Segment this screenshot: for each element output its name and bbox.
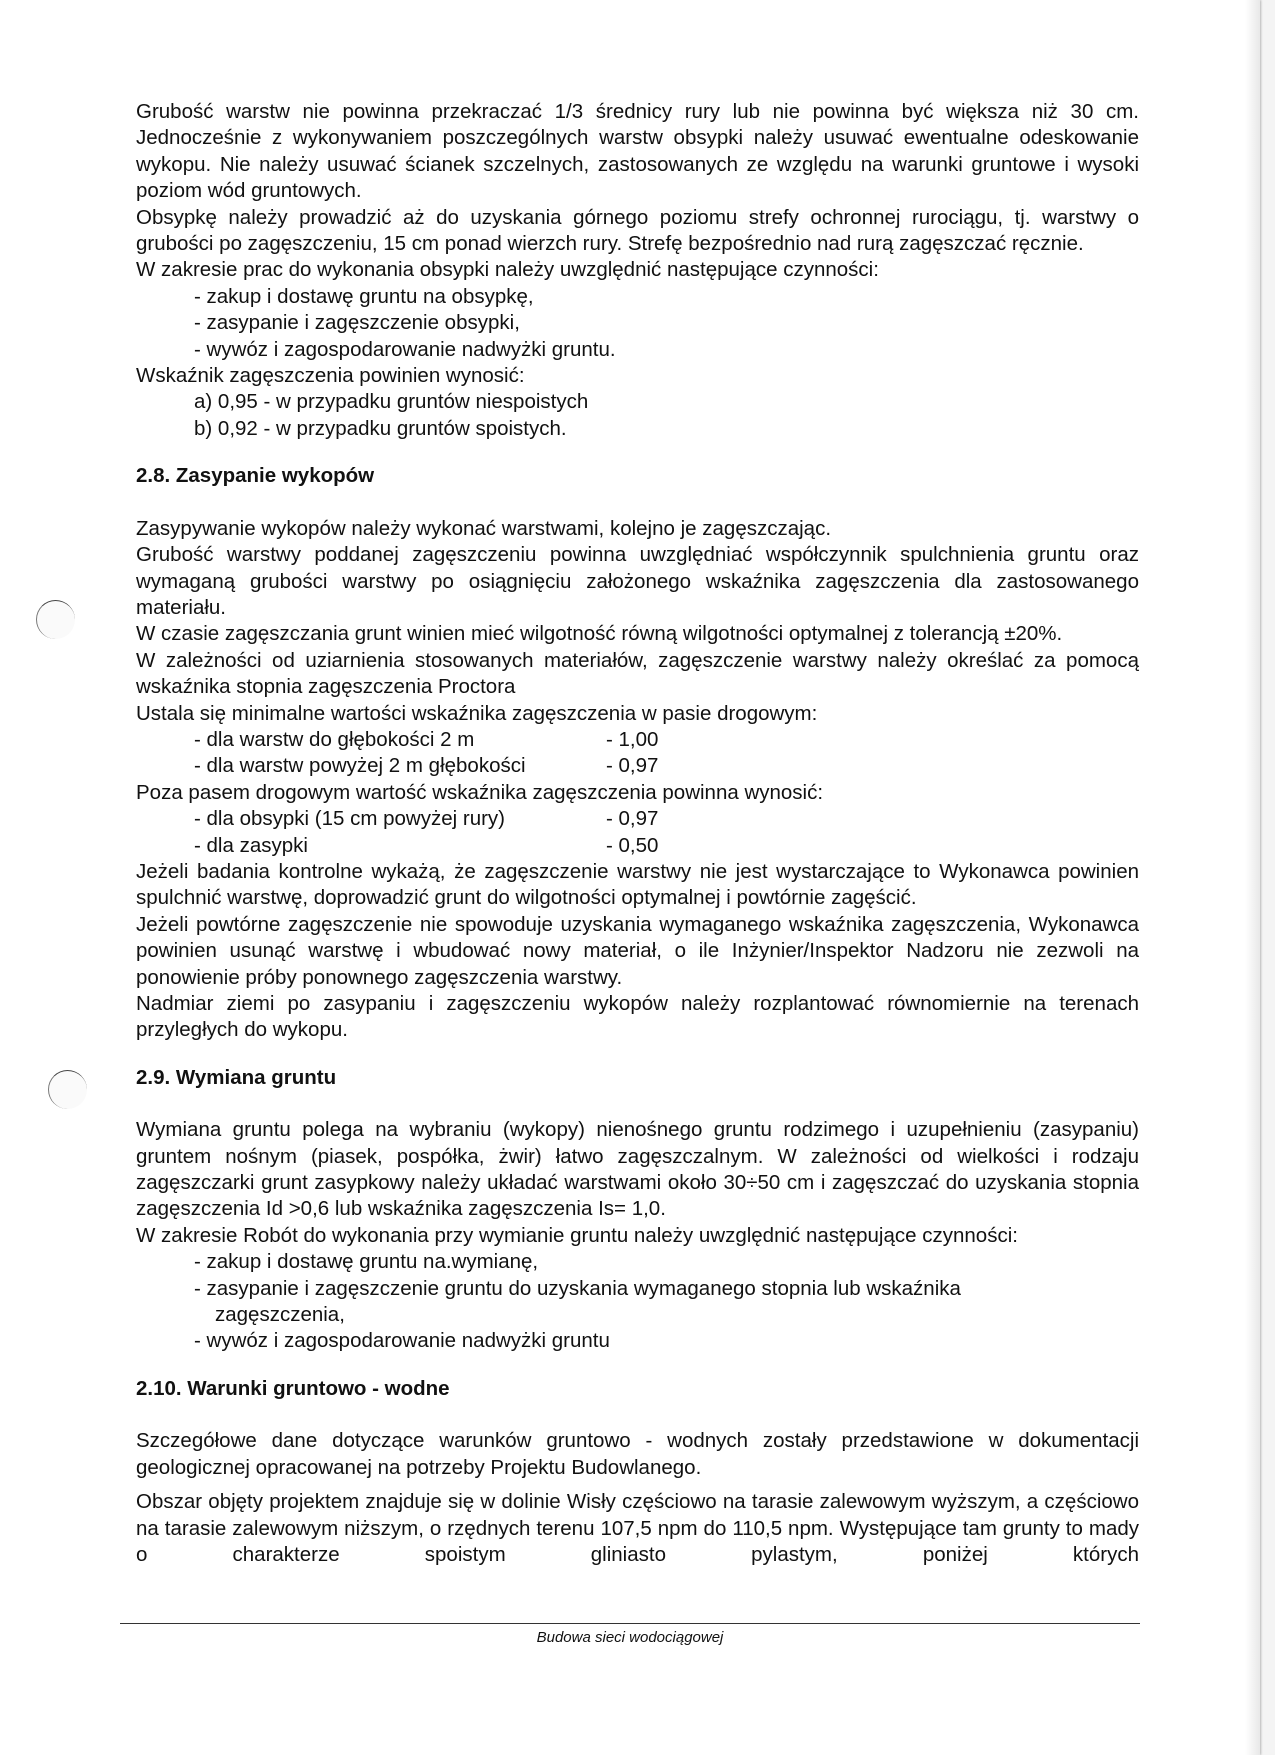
row-value: - 0,97 bbox=[606, 807, 659, 831]
row-value: - 0,97 bbox=[606, 754, 659, 778]
row-label: - dla obsypki (15 cm powyżej rury) bbox=[194, 807, 506, 831]
section-heading: 2.10. Warunki gruntowo - wodne bbox=[136, 1376, 450, 1400]
paragraph: Grubość warstwy poddanej zagęszczeniu powinna uwzględniać współczynnik spulchnienia gruntu oraz wymaganą grubości warstwy po osiągnięciu założonego wskaźnika zagęszczenia dla zastosowanego materiału. bbox=[136, 543, 1139, 619]
punch-hole bbox=[48, 1070, 87, 1109]
row-value: - 1,00 bbox=[606, 727, 659, 751]
list-item: - wywóz i zagospodarowanie nadwyżki gruntu bbox=[194, 1329, 610, 1353]
paragraph: Obszar objęty projektem znajduje się w dolinie Wisły częściowo na tarasie zalewowym wyższym, a częściowo na tarasie zalewowym niższym, o rzędnych terenu 107,5 npm do 110,5 npm. Występujące tam grunty to mady o charakterze spoistym gliniasto pylastym, poniżej których bbox=[136, 1490, 1139, 1566]
list-item: b) 0,92 - w przypadku gruntów spoistych. bbox=[194, 416, 567, 440]
list-item: - zakup i dostawę gruntu na.wymianę, bbox=[194, 1250, 539, 1274]
page-footer: Budowa sieci wodociągowej bbox=[536, 1629, 724, 1646]
row-label: - dla warstw powyżej 2 m głębokości bbox=[194, 754, 526, 778]
row-label: - dla warstw do głębokości 2 m bbox=[194, 727, 475, 751]
row-value: - 0,50 bbox=[606, 833, 659, 857]
paragraph: Szczegółowe dane dotyczące warunków gruntowo - wodnych zostały przedstawione w dokumentacji geologicznej opracowanej na potrzeby Projektu Budowlanego. bbox=[136, 1429, 1139, 1479]
paragraph: W zakresie Robót do wykonania przy wymianie gruntu należy uwzględnić następujące czynności: bbox=[136, 1223, 1018, 1247]
footer-divider bbox=[120, 1623, 1140, 1624]
paragraph: Grubość warstw nie powinna przekraczać 1/3 średnicy rury lub nie powinna być większa niż 30 cm. Jednocześnie z wykonywaniem poszczególnych warstw obsypki należy usuwać ewentualne odeskowanie wykopu. Nie należy usuwać ścianek szczelnych, zastosowanych ze względu na warunki gruntowe i wysoki poziom wód gruntowych. bbox=[136, 100, 1139, 203]
row-label: - dla zasypki bbox=[194, 833, 308, 857]
paragraph: W zależności od uziarnienia stosowanych materiałów, zagęszczenie warstwy należy określać za pomocą wskaźnika stopnia zagęszczenia Proctora bbox=[136, 648, 1139, 699]
document-body bbox=[136, 99, 1139, 1568]
list-item: a) 0,95 - w przypadku gruntów niespoistych bbox=[194, 390, 589, 414]
paragraph: Jeżeli badania kontrolne wykażą, że zagęszczenie warstwy nie jest wystarczające to Wykonawca powinien spulchnić warstwę, doprowadzić grunt do wilgotności optymalnej i powtórnie zagęścić. bbox=[136, 859, 1139, 910]
value-row bbox=[136, 753, 1139, 779]
list-item: - zasypanie i zagęszczenie obsypki, bbox=[194, 311, 520, 335]
value-row bbox=[136, 806, 1139, 832]
punch-hole bbox=[36, 600, 75, 639]
value-row bbox=[136, 727, 1139, 753]
paragraph: Poza pasem drogowym wartość wskaźnika zagęszczenia powinna wynosić: bbox=[136, 780, 824, 804]
paragraph: W zakresie prac do wykonania obsypki należy uwzględnić następujące czynności: bbox=[136, 258, 879, 282]
list-item: - wywóz i zagospodarowanie nadwyżki gruntu. bbox=[194, 337, 616, 361]
paragraph: W czasie zagęszczania grunt winien mieć wilgotność równą wilgotności optymalnej z tolerancją ±20%. bbox=[136, 622, 1063, 646]
list-item: - zasypanie i zagęszczenie gruntu do uzyskania wymaganego stopnia lub wskaźnika bbox=[194, 1276, 961, 1300]
list-item-continuation: zagęszczenia, bbox=[215, 1303, 345, 1327]
paragraph: Zasypywanie wykopów należy wykonać warstwami, kolejno je zagęszczając. bbox=[136, 516, 832, 540]
paragraph: Ustala się minimalne wartości wskaźnika zagęszczenia w pasie drogowym: bbox=[136, 701, 818, 725]
section-heading: 2.8. Zasypanie wykopów bbox=[136, 464, 375, 488]
section-heading: 2.9. Wymiana gruntu bbox=[136, 1065, 337, 1089]
paragraph: Wskaźnik zagęszczenia powinien wynosić: bbox=[136, 364, 525, 388]
paragraph: Wymiana gruntu polega na wybraniu (wykopy) nienośnego gruntu rodzimego i uzupełnieniu (zasypaniu) gruntem nośnym (piasek, pospółka, żwir) łatwo zagęszczalnym. W zależności od wielkości i rodzaju zagęszczarki grunt zasypkowy należy układać warstwami około 30÷50 cm i zagęszczać do uzyskania stopnia zagęszczenia Id >0,6 lub wskaźnika zagęszczenia Is= 1,0. bbox=[136, 1118, 1139, 1221]
paragraph: Nadmiar ziemi po zasypaniu i zagęszczeniu wykopów należy rozplantować równomiernie na terenach przyległych do wykopu. bbox=[136, 992, 1139, 1042]
value-row bbox=[136, 833, 1139, 859]
page-edge bbox=[1245, 0, 1260, 1755]
list-item: - zakup i dostawę gruntu na obsypkę, bbox=[194, 284, 534, 308]
paragraph: Jeżeli powtórne zagęszczenie nie spowoduje uzyskania wymaganego wskaźnika zagęszczenia, Wykonawca powinien usunąć warstwę i wbudować nowy materiał, o ile Inżynier/Inspektor Nadzoru nie zezwoli na ponowienie próby ponownego zagęszczenia warstwy. bbox=[136, 912, 1139, 989]
paragraph: Obsypkę należy prowadzić aż do uzyskania górnego poziomu strefy ochronnej rurociągu, tj. warstwy o grubości po zagęszczeniu, 15 cm ponad wierzch rury. Strefę bezpośrednio nad rurą zagęszczać ręcznie. bbox=[136, 205, 1139, 256]
